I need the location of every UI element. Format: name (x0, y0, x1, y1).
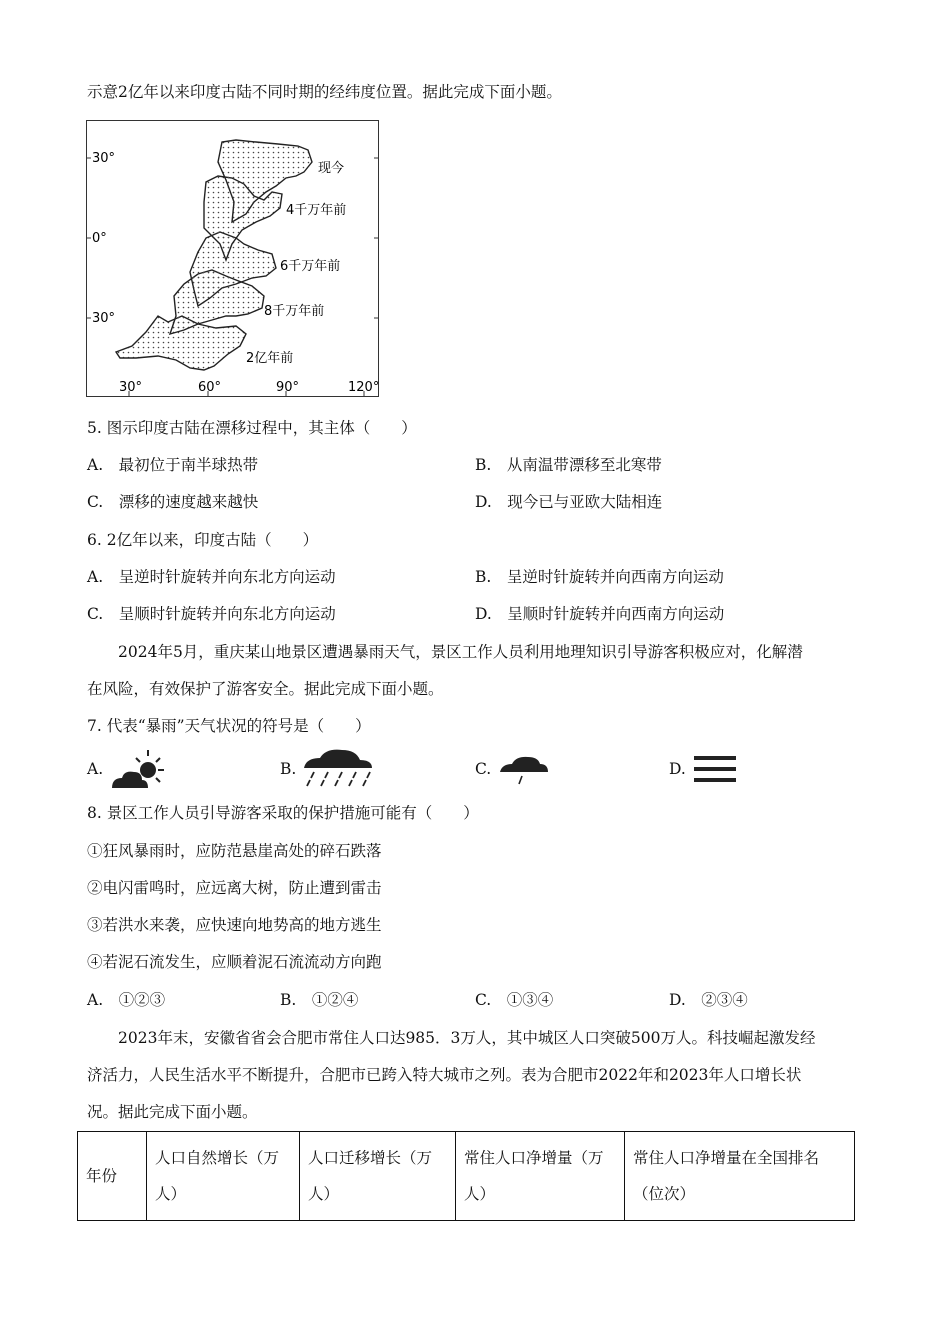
q7-option-b-label[interactable]: B. (280, 760, 297, 778)
table-header-row (78, 1132, 855, 1221)
table-header-natural-growth: 人口自然增长（万人） (147, 1132, 300, 1221)
q6-option-b[interactable]: B. 呈逆时针旋转并向西南方向运动 (475, 568, 724, 586)
q8-item-3: ③若洪水来袭，应快速向地势高的地方逃生 (87, 916, 382, 934)
passage3-line1: 2023年末，安徽省省会合肥市常住人口达985．3万人，其中城区人口突破500万人。科技崛起激发经 (118, 1029, 816, 1047)
stage-label-80ma: 8千万年前 (264, 304, 325, 319)
q8-item-2: ②电闪雷鸣时，应远离大树，防止遭到雷击 (87, 879, 382, 897)
q5-option-d[interactable]: D. 现今已与亚欧大陆相连 (475, 493, 663, 511)
q6-stem: 6. 2亿年以来，印度古陆（ ） (87, 531, 319, 549)
stage-label-40ma: 4千万年前 (286, 203, 347, 218)
india-drift-map (86, 120, 380, 398)
q8-option-b[interactable]: B. ①②④ (280, 991, 359, 1009)
table-header-net-increase: 常住人口净增量（万人） (456, 1132, 625, 1221)
q8-item-4: ④若泥石流发生，应顺着泥石流流动方向跑 (87, 953, 382, 971)
stage-label-60ma: 6千万年前 (280, 259, 341, 274)
lon-label-60: 60° (198, 380, 222, 395)
heavy-rain-icon[interactable] (300, 748, 376, 788)
q6-option-d[interactable]: D. 呈顺时针旋转并向西南方向运动 (475, 605, 725, 623)
table-header-year: 年份 (78, 1132, 147, 1221)
light-rain-icon[interactable] (498, 754, 550, 788)
lat-label-30s: 30° (92, 311, 116, 326)
intro-text: 示意2亿年以来印度古陆不同时期的经纬度位置。据此完成下面小题。 (87, 83, 562, 101)
stage-label-present: 现今 (318, 161, 345, 176)
q5-stem: 5. 图示印度古陆在漂移过程中，其主体（ ） (87, 419, 417, 437)
table-header-migration-growth: 人口迁移增长（万人） (300, 1132, 456, 1221)
passage2-line2: 在风险，有效保护了游客安全。据此完成下面小题。 (87, 680, 444, 698)
q8-option-c[interactable]: C. ①③④ (475, 991, 554, 1009)
passage2-line1: 2024年5月，重庆某山地景区遭遇暴雨天气，景区工作人员利用地理知识引导游客积极应对，化解潜 (118, 643, 803, 661)
lon-label-120: 120° (348, 380, 380, 395)
q8-item-1: ①狂风暴雨时，应防范悬崖高处的碎石跌落 (87, 842, 382, 860)
lat-label-0: 0° (92, 231, 107, 246)
passage3-line3: 况。据此完成下面小题。 (87, 1103, 258, 1121)
lat-label-30n: 30° (92, 151, 116, 166)
partly-sunny-icon[interactable] (108, 748, 170, 792)
q6-option-c[interactable]: C. 呈顺时针旋转并向东北方向运动 (87, 605, 336, 623)
fog-icon[interactable] (692, 754, 738, 786)
q5-option-b[interactable]: B. 从南温带漂移至北寒带 (475, 456, 662, 474)
q8-option-d[interactable]: D. ②③④ (669, 991, 748, 1009)
q5-option-a[interactable]: A. 最初位于南半球热带 (87, 456, 259, 474)
stage-label-200ma: 2亿年前 (246, 351, 294, 366)
q7-option-d-label[interactable]: D. (669, 760, 686, 778)
population-table (77, 1131, 855, 1221)
q8-option-a[interactable]: A. ①②③ (87, 991, 166, 1009)
table-header-national-rank: 常住人口净增量在全国排名（位次） (625, 1132, 855, 1221)
lon-label-90: 90° (276, 380, 300, 395)
q7-options-row (0, 748, 950, 792)
lon-label-30: 30° (119, 380, 143, 395)
q5-option-c[interactable]: C. 漂移的速度越来越快 (87, 493, 259, 511)
passage3-line2: 济活力，人民生活水平不断提升，合肥市已跨入特大城市之列。表为合肥市2022年和2023年人口增长状 (87, 1066, 802, 1084)
q7-stem: 7. 代表“暴雨”天气状况的符号是（ ） (87, 717, 371, 735)
q8-stem: 8. 景区工作人员引导游客采取的保护措施可能有（ ） (87, 804, 479, 822)
q7-option-c-label[interactable]: C. (475, 760, 492, 778)
q7-option-a-label[interactable]: A. (87, 760, 104, 778)
q6-option-a[interactable]: A. 呈逆时针旋转并向东北方向运动 (87, 568, 336, 586)
